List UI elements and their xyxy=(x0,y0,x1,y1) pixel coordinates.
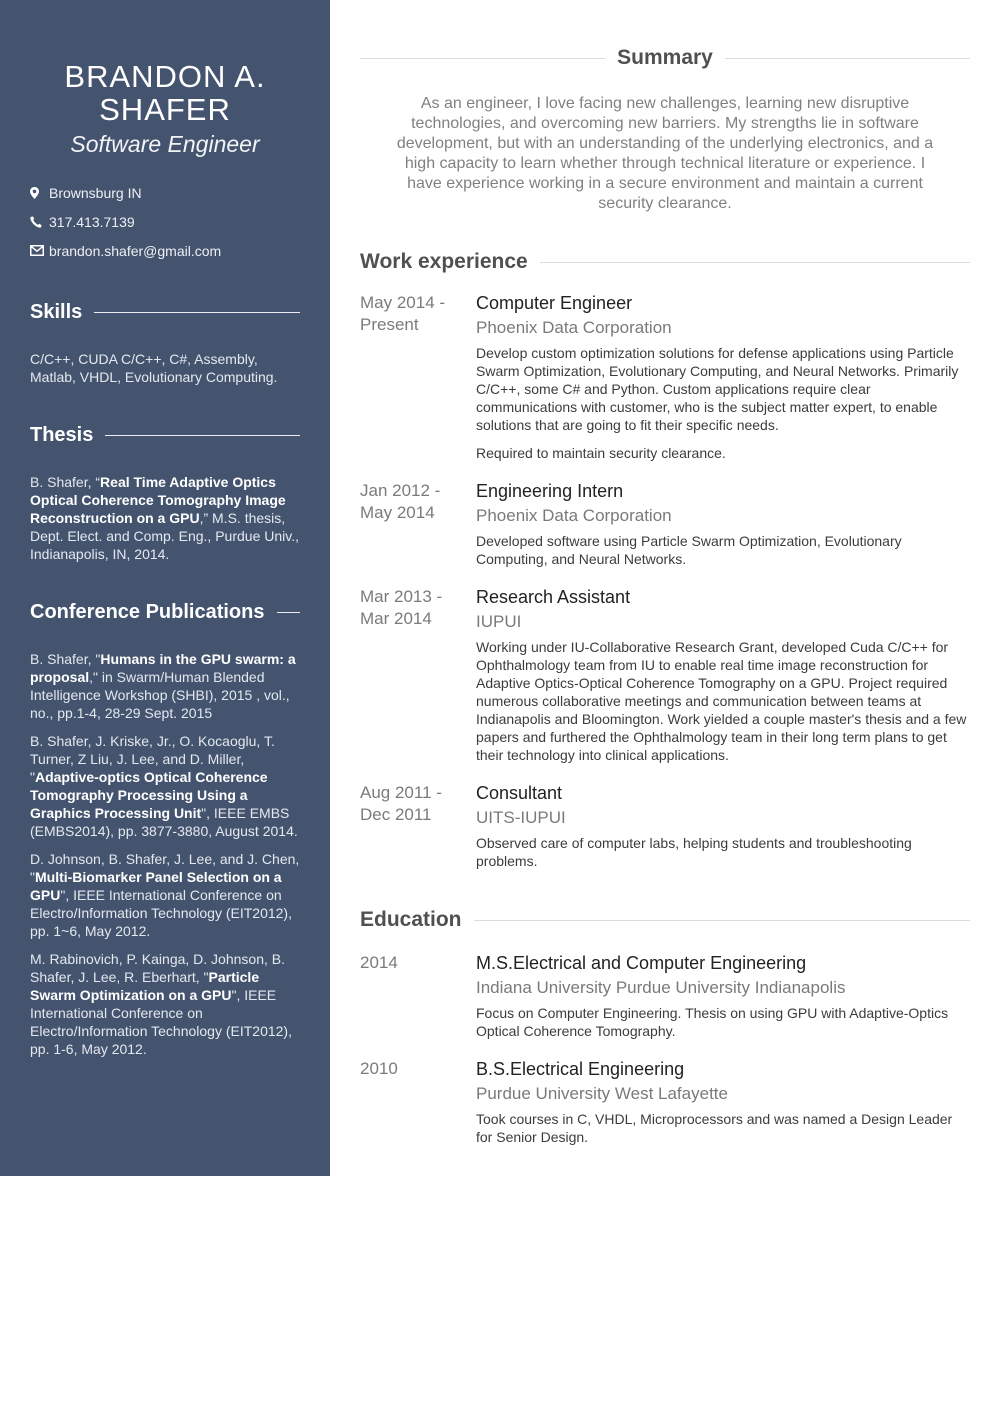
publication-title: Multi-Biomarker Panel Selection on a GPU xyxy=(30,869,282,903)
work-entry xyxy=(360,480,970,568)
work-description: Develop custom optimization solutions for defense applications using Particle Swarm Optimization, Evolutionary Computing, and Neural Networks. Primarily C/C++, some C# and Python. Custom applications require clear communications with customer, who is the subject matter expert, to enable solutions that are going to fit their specific needs. xyxy=(476,345,959,433)
section-divider xyxy=(540,262,970,263)
education-year: 2014 xyxy=(360,953,398,972)
work-org: Phoenix Data Corporation xyxy=(476,318,672,337)
summary-text: As an engineer, I love facing new challenges, learning new disruptive technologies, and overcoming new barriers. My strengths lie in software development, but with an understanding of the underlying electronics, and a high capacity to learn whether through technical literature or experience. I have experience working in a secure environment and maintain a current security clearance. xyxy=(396,95,934,212)
work-description-note: Required to maintain security clearance. xyxy=(476,445,726,461)
publication-title: Particle Swarm Optimization on a GPU xyxy=(30,969,260,1003)
section-divider xyxy=(277,612,301,613)
candidate-name: BRANDON A. SHAFER xyxy=(64,59,266,127)
section-divider xyxy=(725,58,970,59)
work-date: Jan 2012 - May 2014 xyxy=(360,481,441,522)
work-role: Engineering Intern xyxy=(476,481,624,501)
section-divider xyxy=(94,312,300,313)
map-pin-icon xyxy=(30,187,49,199)
contact-list xyxy=(30,178,300,265)
education-section xyxy=(360,908,970,1146)
phone-text[interactable]: 317.413.7139 xyxy=(49,213,135,230)
main-content xyxy=(360,0,970,1146)
section-divider xyxy=(474,920,970,921)
work-date: Mar 2013 - Mar 2014 xyxy=(360,587,443,628)
work-org: Phoenix Data Corporation xyxy=(476,506,672,525)
publication-item: B. Shafer, "Humans in the GPU swarm: a proposal," in Swarm/Human Blended Intelligence Workshop (SHBI), 2015 , vol., no., pp.1-4, 28-29 Sept. 2015 xyxy=(30,651,296,721)
envelope-icon xyxy=(30,245,49,256)
thesis-citation: B. Shafer, “Real Time Adaptive Optics Optical Coherence Tomography Image Reconstruction on a GPU,” M.S. thesis, Dept. Elect. and Comp. Eng., Purdue Univ., Indianapolis, IN, 2014. xyxy=(30,474,299,562)
publication-item: M. Rabinovich, P. Kainga, D. Johnson, B. Shafer, J. Lee, R. Eberhart, "Particle Swarm Optimization on a GPU", IEEE International Conference on Electro/Information Technology (EIT2012), pp. 1-6, May 2012. xyxy=(30,951,292,1057)
conference-heading: Conference Publications xyxy=(30,601,265,623)
publication-item: B. Shafer, J. Kriske, Jr., O. Kocaoglu, T. Turner, Z Liu, J. Lee, and D. Miller, "Adaptive-optics Optical Coherence Tomography Processing Using a Graphics Processing Unit", IEEE EMBS (EMBS2014), pp. 3877-3880, August 2014. xyxy=(30,733,298,839)
summary-section xyxy=(360,46,970,214)
work-entry xyxy=(360,586,970,764)
publication-title: Humans in the GPU swarm: a proposal xyxy=(30,651,296,685)
work-description: Observed care of computer labs, helping students and troubleshooting problems. xyxy=(476,835,912,869)
education-entry xyxy=(360,952,970,1040)
work-org: IUPUI xyxy=(476,612,522,631)
work-heading: Work experience xyxy=(360,250,528,273)
education-degree: M.S.Electrical and Computer Engineering xyxy=(476,953,807,973)
sidebar xyxy=(0,0,330,1176)
education-description: Focus on Computer Engineering. Thesis on using GPU with Adaptive-Optics Optical Coherence Tomography. xyxy=(476,1005,949,1039)
education-heading: Education xyxy=(360,908,462,931)
conference-section xyxy=(30,601,300,1058)
work-date: May 2014 - Present xyxy=(360,293,446,334)
thesis-title: Real Time Adaptive Optics Optical Coherence Tomography Image Reconstruction on a GPU xyxy=(30,474,286,526)
work-entry xyxy=(360,292,970,462)
section-divider xyxy=(360,58,605,59)
publication-item: D. Johnson, B. Shafer, J. Lee, and J. Chen, "Multi-Biomarker Panel Selection on a GPU", IEEE International Conference on Electro/Information Technology (EIT2012), pp. 1~6, May 2012. xyxy=(30,851,300,939)
section-divider xyxy=(105,435,300,436)
work-role: Consultant xyxy=(476,783,563,803)
work-description: Working under IU-Collaborative Research Grant, developed Cuda C/C++ for Ophthalmology team from IU to enable real time image reconstruction for Adaptive Optics-Optical Coherence Tomography on a GPU. Project required numerous collaborative meetings and communication between teams at Indianapolis and Bloomington. Work yielded a couple master's thesis and a few papers and furthered the Ophthalmology team in their long term plans to get their technology into clinical applications. xyxy=(476,639,967,763)
summary-heading: Summary xyxy=(617,46,713,69)
education-description: Took courses in C, VHDL, Microprocessors and was named a Design Leader for Senior Design. xyxy=(476,1111,953,1145)
location-text: Brownsburg IN xyxy=(49,184,142,201)
education-school: Indiana University Purdue University Indianapolis xyxy=(476,978,846,997)
work-description: Developed software using Particle Swarm Optimization, Evolutionary Computing, and Neural Networks. xyxy=(476,533,902,567)
skills-section xyxy=(30,301,300,386)
education-year: 2010 xyxy=(360,1059,398,1078)
contact-location xyxy=(30,178,300,207)
job-title: Software Engineer xyxy=(70,131,260,157)
phone-icon xyxy=(30,216,49,228)
work-org: UITS-IUPUI xyxy=(476,808,566,827)
skills-text: C/C++, CUDA C/C++, C#, Assembly, Matlab, VHDL, Evolutionary Computing. xyxy=(30,351,278,385)
contact-phone xyxy=(30,207,300,236)
email-link[interactable]: brandon.shafer@gmail.com xyxy=(49,242,222,259)
contact-email xyxy=(30,236,300,265)
education-school: Purdue University West Lafayette xyxy=(476,1084,728,1103)
work-section xyxy=(360,250,970,870)
work-role: Computer Engineer xyxy=(476,293,633,313)
work-date: Aug 2011 - Dec 2011 xyxy=(360,783,442,824)
work-role: Research Assistant xyxy=(476,587,631,607)
thesis-section xyxy=(30,424,300,563)
skills-heading: Skills xyxy=(30,301,83,323)
publication-title: Adaptive-optics Optical Coherence Tomography Processing Using a Graphics Processing Unit xyxy=(30,769,268,821)
thesis-heading: Thesis xyxy=(30,424,94,446)
education-degree: B.S.Electrical Engineering xyxy=(476,1059,685,1079)
work-entry xyxy=(360,782,970,870)
education-entry xyxy=(360,1058,970,1146)
